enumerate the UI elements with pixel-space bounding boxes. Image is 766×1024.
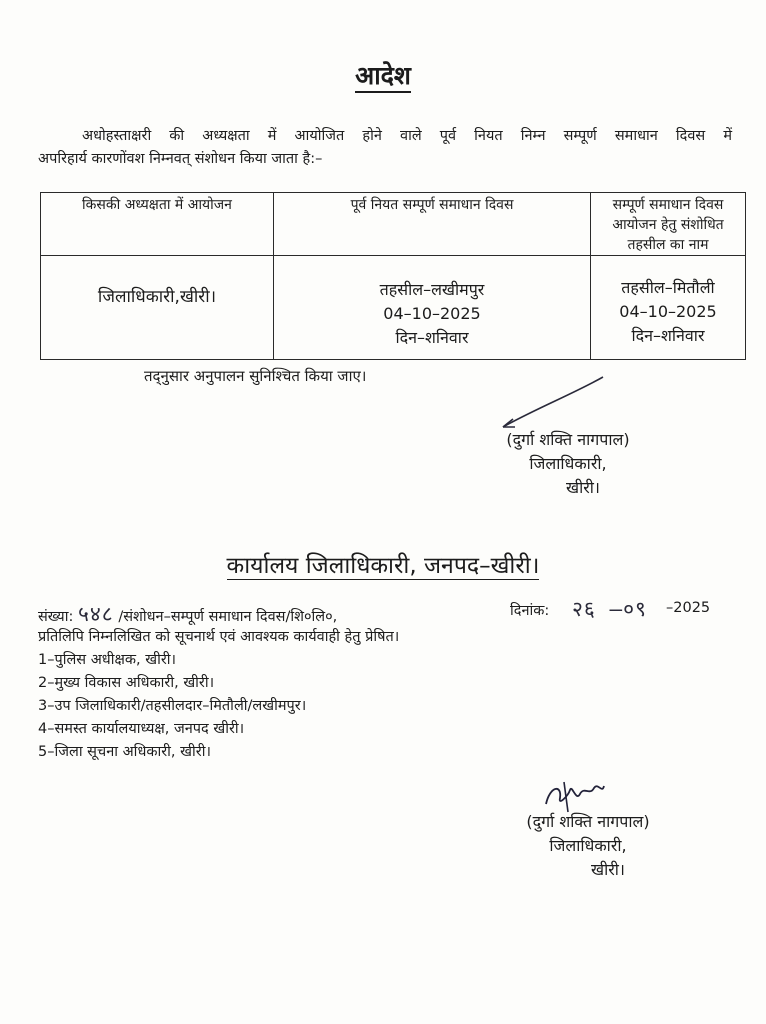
revised-tehsil: तहसील–मितौली — [621, 278, 715, 297]
original-date: 04–10–2025 — [383, 304, 481, 323]
order-title — [0, 58, 766, 92]
list-item: 1–पुलिस अधीक्षक, खीरी। — [38, 652, 177, 668]
table-row — [41, 256, 746, 360]
cell-original — [274, 256, 591, 360]
header-presiding: किसकी अध्यक्षता में आयोजन — [41, 193, 274, 256]
compliance-note: तद्नुसार अनुपालन सुनिश्चित किया जाए। — [144, 367, 367, 385]
reference-line — [38, 597, 738, 628]
signatory-district: खीरी। — [566, 478, 600, 497]
date-year: –2025 — [666, 600, 711, 616]
office-heading-text: कार्यालय जिलाधिकारी, जनपद–खीरी। — [226, 553, 540, 579]
schedule-table — [40, 192, 746, 360]
revised-day: दिन–शनिवार — [631, 326, 705, 345]
list-item: 4–समस्त कार्यालयाध्यक्ष, जनपद खीरी। — [38, 721, 245, 737]
ref-prefix: संख्या: — [38, 609, 74, 625]
signature-block-2 — [488, 810, 688, 882]
ref-subject: /संशोधन–सम्पूर्ण समाधान दिवस/शि०लि०, — [118, 609, 338, 625]
intro-line-2: अपरिहार्य कारणोंवश निम्नवत् संशोधन किया जाता है:– — [38, 151, 323, 167]
recipient-list — [38, 626, 399, 764]
signature-block-1 — [468, 428, 668, 500]
table-header-row — [41, 193, 746, 256]
signatory-name: (दुर्गा शक्ति नागपाल) — [526, 812, 650, 831]
header-original-schedule: पूर्व नियत सम्पूर्ण समाधान दिवस — [274, 193, 591, 256]
signatory-designation: जिलाधिकारी, — [549, 836, 627, 855]
original-tehsil: तहसील–लखीमपुर — [379, 280, 485, 299]
date-label: दिनांक: — [510, 603, 550, 619]
office-heading — [0, 548, 766, 580]
original-day: दिन–शनिवार — [395, 328, 469, 347]
intro-line-1: अधोहस्ताक्षरी की अध्यक्षता में आयोजित होने वाले पूर्व नियत निम्न सम्पूर्ण समाधान दिवस में — [82, 128, 732, 144]
order-title-text: आदेश — [355, 61, 411, 93]
ref-number-handwritten: ५४८ — [77, 602, 114, 626]
copy-note: प्रतिलिपि निम्नलिखित को सूचनार्थ एवं आवश्यक कार्यवाही हेतु प्रेषित। — [38, 629, 400, 645]
signatory-name: (दुर्गा शक्ति नागपाल) — [506, 430, 630, 449]
signatory-designation: जिलाधिकारी, — [529, 454, 607, 473]
cell-revised — [591, 256, 746, 360]
pen-stroke-icon — [485, 375, 605, 435]
list-item: 5–जिला सूचना अधिकारी, खीरी। — [38, 744, 211, 760]
cell-presiding — [41, 256, 274, 360]
header-revised-tehsil: सम्पूर्ण समाधान दिवस आयोजन हेतु संशोधित तहसील का नाम — [591, 193, 746, 256]
date-handwritten: २६ –०९ — [572, 597, 647, 621]
list-item: 2–मुख्य विकास अधिकारी, खीरी। — [38, 675, 215, 691]
presiding-value: जिलाधिकारी,खीरी। — [97, 287, 217, 307]
list-item: 3–उप जिलाधिकारी/तहसीलदार–मितौली/लखीमपुर। — [38, 698, 307, 714]
signatory-district: खीरी। — [591, 860, 625, 879]
revised-date: 04–10–2025 — [619, 302, 717, 321]
